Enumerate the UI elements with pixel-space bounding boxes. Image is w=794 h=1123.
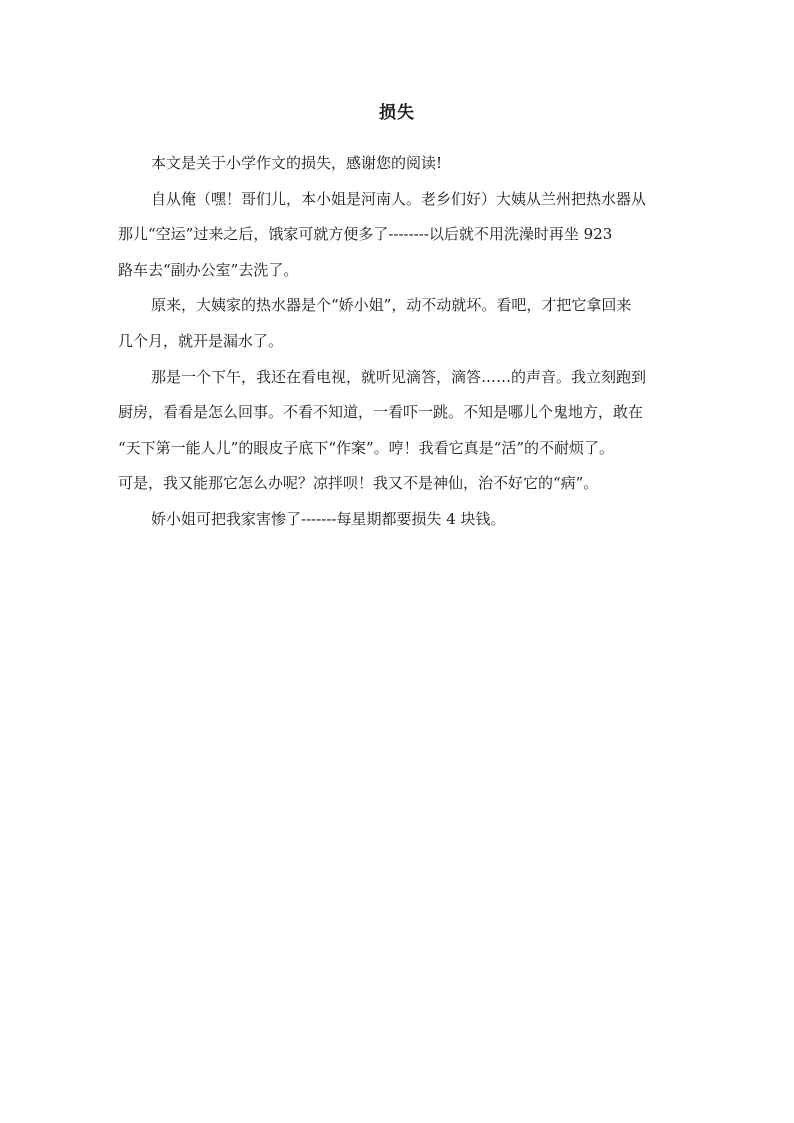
document-title: 损失 bbox=[379, 103, 415, 123]
paragraph-1-line-3: 路车去“副办公室”去洗了。 bbox=[118, 260, 299, 279]
paragraph-3-line-3: “天下第一能人儿”的眼皮子底下“作案”。哼！我看它真是“活”的不耐烦了。 bbox=[118, 438, 615, 457]
paragraph-1-line-1: 自从俺（嘿！哥们儿，本小姐是河南人。老乡们好）大姨从兰州把热水器从 bbox=[151, 189, 647, 208]
document-body bbox=[118, 146, 688, 538]
paragraph-2-line-1: 原来，大姨家的热水器是个“娇小姐”，动不动就坏。看吧，才把它拿回来 bbox=[151, 296, 632, 315]
paragraph-4-line-1: 娇小姐可把我家害惨了-------每星期都要损失 4 块钱。 bbox=[151, 509, 506, 528]
paragraph-3-line-1: 那是一个下午，我还在看电视，就听见滴答，滴答……的声音。我立刻跑到 bbox=[151, 367, 647, 386]
paragraph-1-line-2: 那儿“空运”过来之后，饿家可就方便多了--------以后就不用洗澡时再坐 923 bbox=[118, 225, 613, 244]
paragraph-2-line-2: 几个月，就开是漏水了。 bbox=[118, 331, 284, 350]
paragraph-3-line-4: 可是，我又能那它怎么办呢？凉拌呗！我又不是神仙，治不好它的“病”。 bbox=[118, 474, 599, 493]
paragraph-3-line-2: 厨房，看看是怎么回事。不看不知道，一看吓一跳。不知是哪儿个鬼地方，敢在 bbox=[118, 403, 644, 422]
intro-line: 本文是关于小学作文的损失，感谢您的阅读! bbox=[151, 154, 443, 172]
